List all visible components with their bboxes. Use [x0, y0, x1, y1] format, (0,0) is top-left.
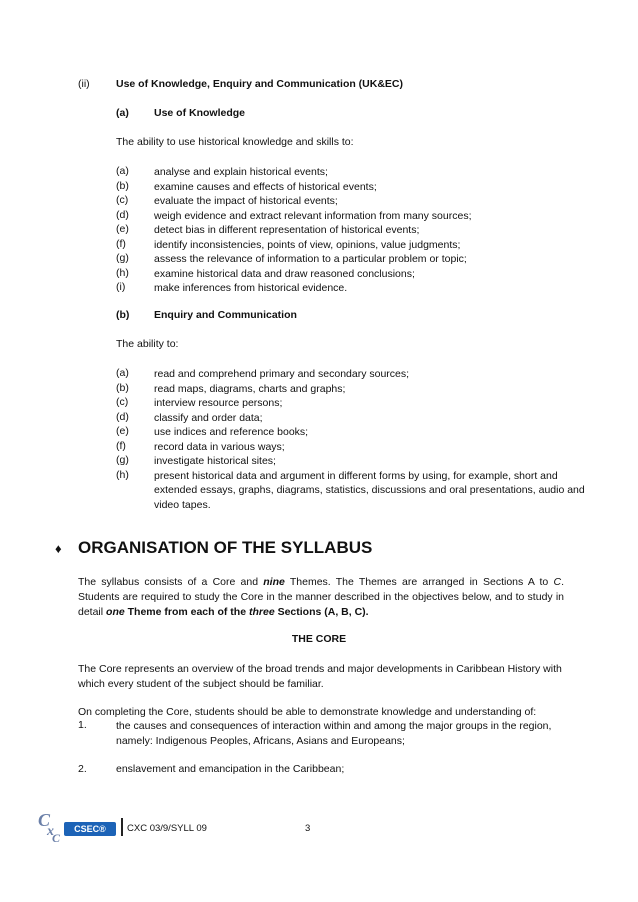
diamond-bullet-icon: ♦ — [55, 541, 62, 556]
subsection-label: (a) — [116, 107, 129, 119]
footer-code: CXC 03/9/SYLL 09 — [127, 823, 207, 834]
section-heading: ORGANISATION OF THE SYLLABUS — [78, 538, 373, 557]
core-paragraph: On completing the Core, students should be able to demonstrate knowledge and understanding of: — [78, 706, 537, 718]
core-title: THE CORE — [291, 633, 347, 645]
footer-divider — [121, 818, 123, 836]
organisation-paragraph: The syllabus consists of a Core and nine Themes. The Themes are arranged in Sections A to C. Students are required to study the Core in the manner described in the objectives below, and to study in detail one Theme from each of the three Sections (A, B, C). — [78, 576, 564, 618]
subsection-title: Enquiry and Communication — [154, 309, 297, 321]
svg-text:C: C — [52, 831, 61, 842]
cxc-emblem-icon — [36, 808, 66, 842]
svg-text:C: C — [38, 810, 51, 830]
subsection-intro: The ability to use historical knowledge and skills to: — [116, 136, 354, 148]
section-number: (ii) — [78, 78, 90, 90]
subsection-title: Use of Knowledge — [154, 107, 246, 119]
subsection-label: (b) — [116, 309, 130, 321]
svg-text:x: x — [47, 824, 54, 839]
section-title: Use of Knowledge, Enquiry and Communication (UK&EC) — [116, 78, 404, 90]
subsection-intro: The ability to: — [116, 338, 179, 350]
core-paragraph: The Core represents an overview of the broad trends and major developments in Caribbean History with which every student of the subject should be familiar. — [78, 663, 562, 690]
page-number: 3 — [305, 823, 311, 834]
csec-logo-badge: CSEC® — [64, 822, 116, 836]
